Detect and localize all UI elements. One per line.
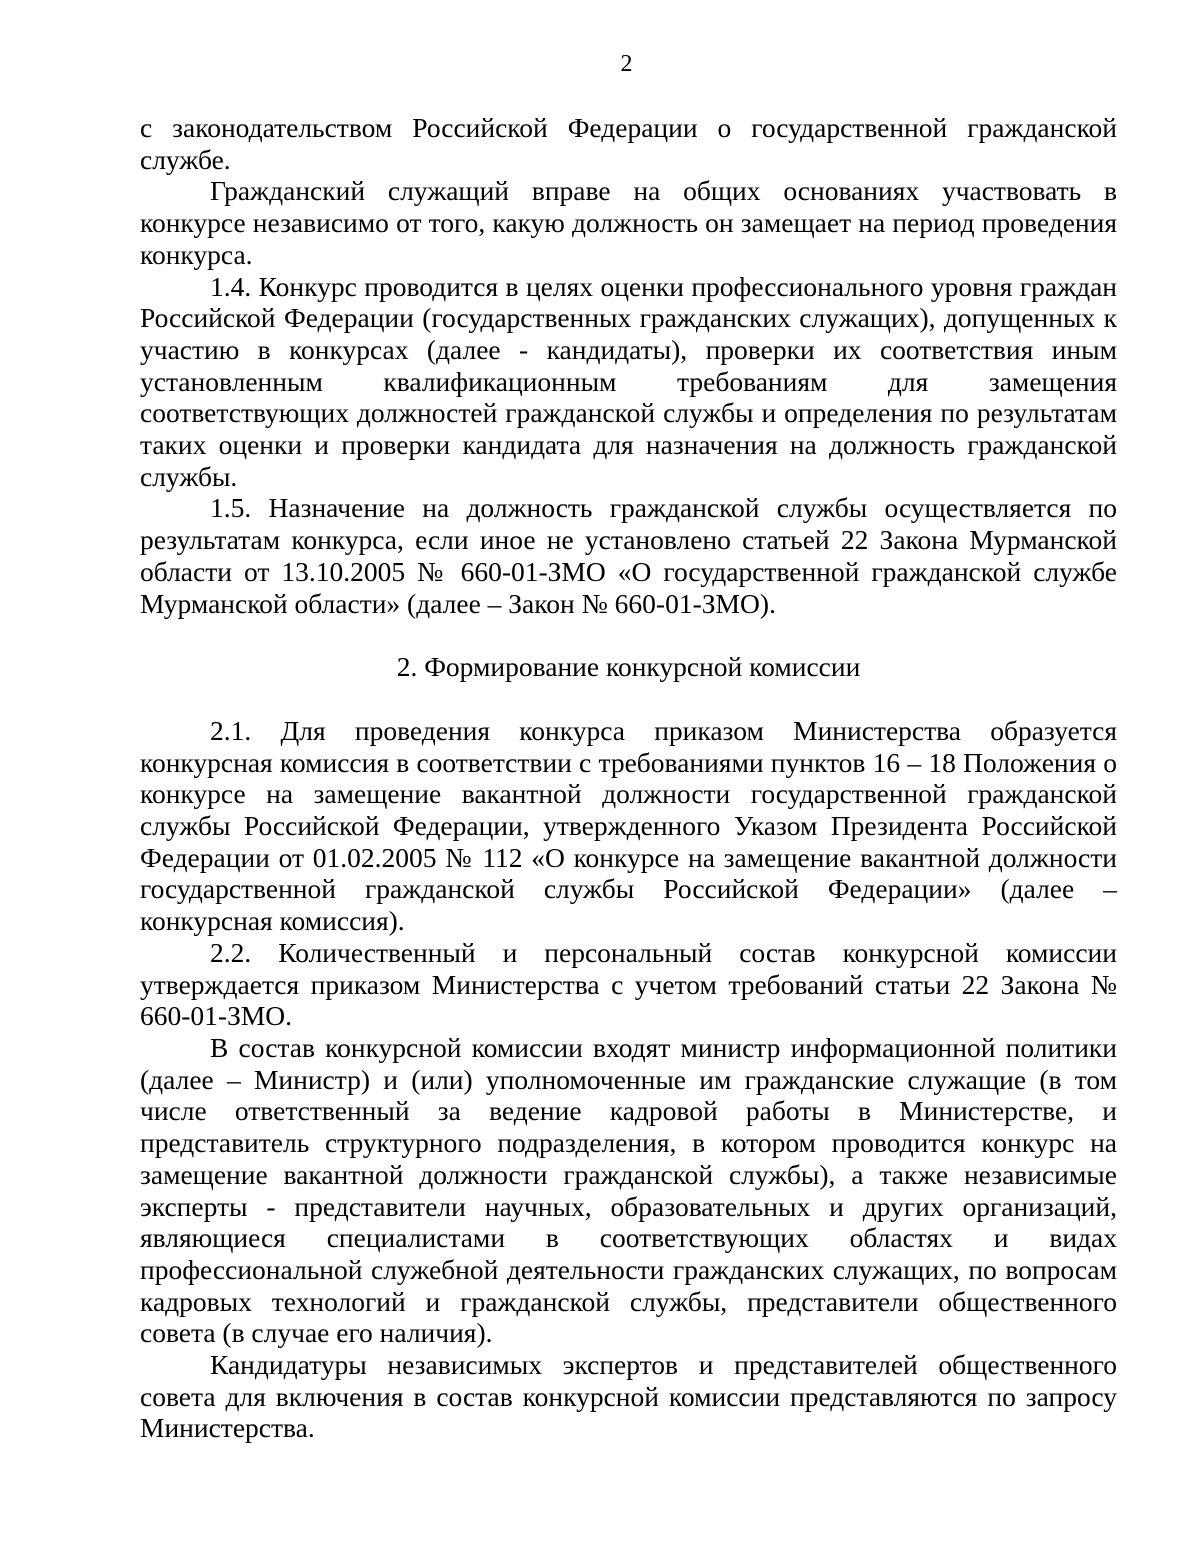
paragraph-2-2: 2.2. Количественный и персональный состав конкурсной комиссии утверждается приказом Министерства с учетом требований статьи 22 Закона № 660-01-ЗМО. (140, 936, 1117, 1032)
spacer (140, 683, 1117, 715)
paragraph-continuation: с законодательством Российской Федерации о государственной гражданской службе. (140, 112, 1117, 175)
paragraph-expert-candidates: Кандидатуры независимых экспертов и представителей общественного совета для включения в состав конкурсной комиссии представляются по запросу Министерства. (140, 1349, 1117, 1444)
page-number: 2 (620, 51, 633, 77)
section-heading: 2. Формирование конкурсной комиссии (396, 651, 861, 683)
paragraph-1-5: 1.5. Назначение на должность гражданской службы осуществляется по результатам конкурса, если иное не установлено статьей 22 Закона Мурманской области от 13.10.2005 № 660-01-ЗМО «О государственной гражданской службе Мурманской области» (далее – Закон № 660-01-ЗМО). (140, 492, 1117, 619)
spacer (140, 619, 1117, 651)
document-body (140, 112, 1117, 1444)
paragraph-2-1: 2.1. Для проведения конкурса приказом Министерства образуется конкурсная комиссия в соответствии с требованиями пунктов 16 – 18 Положения о конкурсе на замещение вакантной должности государственной гражданской службы Российской Федерации, утвержденного Указом Президента Российской Федерации от 01.02.2005 № 112 «О конкурсе на замещение вакантной должности государственной гражданской службы Российской Федерации» (далее – конкурсная комиссия). (140, 714, 1117, 937)
paragraph-commission-members: В состав конкурсной комиссии входят министр информационной политики (далее – Министр) и (или) уполномоченные им гражданские служащие (в том числе ответственный за ведение кадровой работы в Министерстве, и представитель структурного подразделения, в котором проводится конкурс на замещение вакантной должности гражданской службы), а также независимые эксперты - представители научных, образовательных и других организаций, являющиеся специалистами в соответствующих областях и видах профессиональной служебной деятельности гражданских служащих, по вопросам кадровых технологий и гражданской службы, представители общественного совета (в случае его наличия). (140, 1031, 1117, 1349)
paragraph-1-4: 1.4. Конкурс проводится в целях оценки профессионального уровня граждан Российской Федерации (государственных гражданских служащих), допущенных к участию в конкурсах (далее - кандидаты), проверки их соответствия иным установленным квалификационным требованиям для замещения соответствующих должностей гражданской службы и определения по результатам таких оценки и проверки кандидата для назначения на должность гражданской службы. (140, 270, 1117, 492)
paragraph-civil-servant-right: Гражданский служащий вправе на общих основаниях участвовать в конкурсе независимо от того, какую должность он замещает на период проведения конкурса. (140, 175, 1117, 270)
